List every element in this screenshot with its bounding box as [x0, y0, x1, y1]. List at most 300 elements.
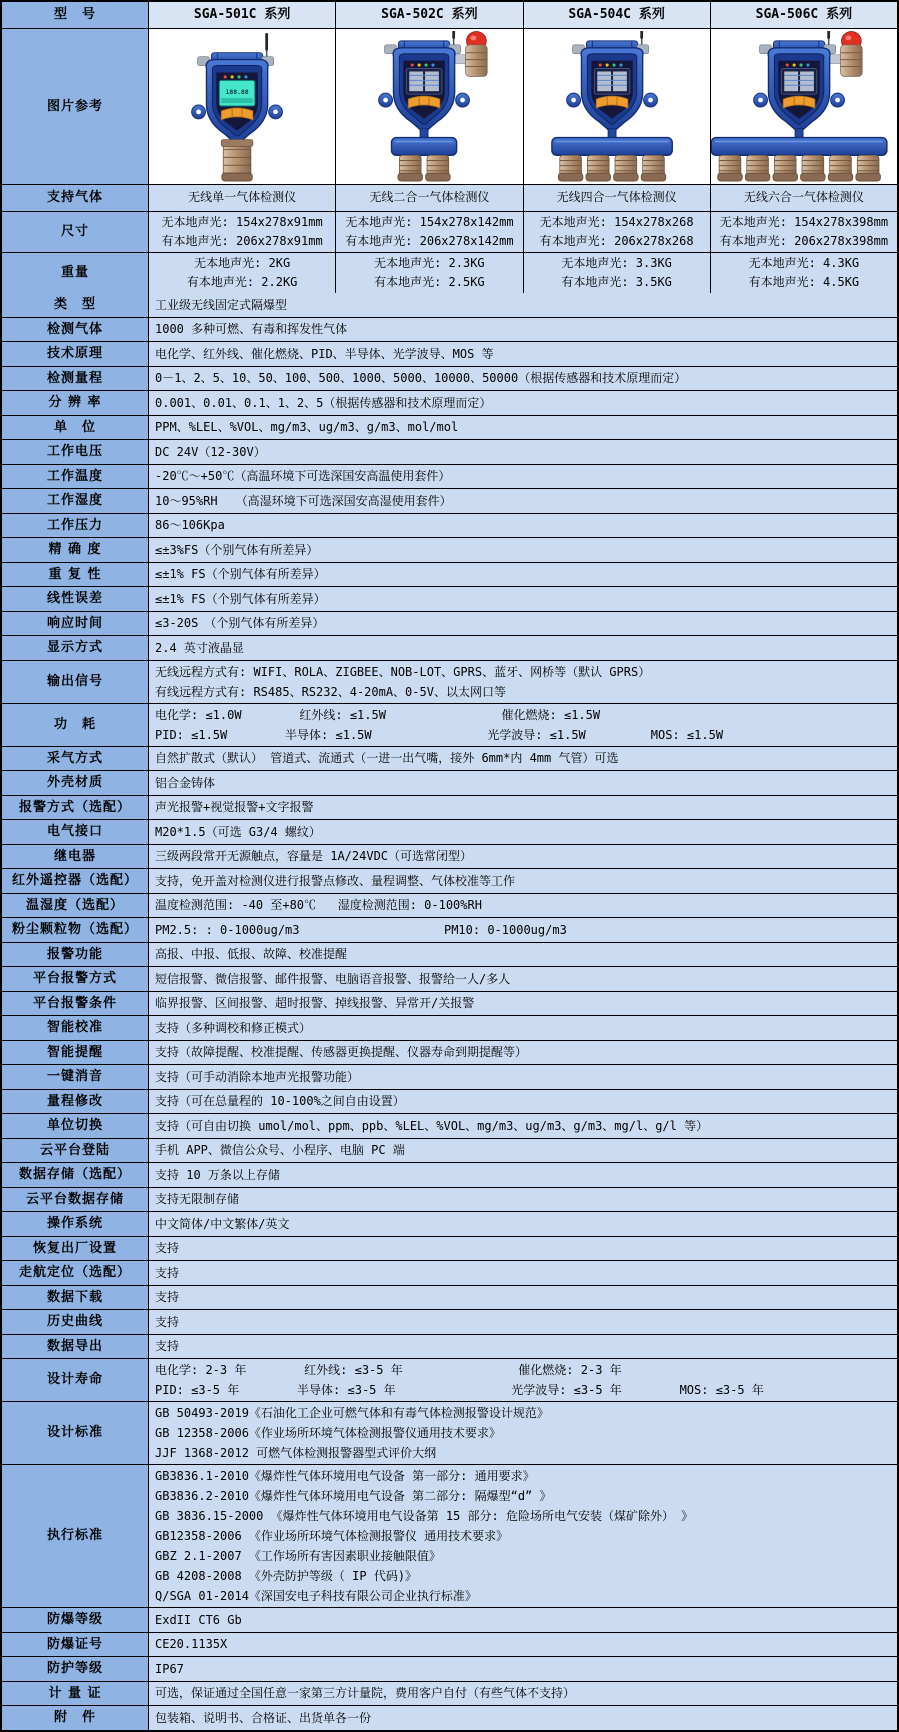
- spec-label-cell: [2, 636, 148, 660]
- spec-value-line: -20℃～+50℃（高温环境下可选深国安高温使用套件）: [155, 469, 451, 484]
- spec-row: [2, 991, 897, 1016]
- spec-label: 设计寿命: [46, 1372, 103, 1388]
- spec-row: [2, 1681, 897, 1706]
- spec-label-cell: [2, 1237, 148, 1261]
- spec-value-cell: [148, 489, 897, 513]
- spec-label-cell: [2, 1139, 148, 1163]
- spec-row: [2, 513, 897, 538]
- spec-label-cell: [2, 293, 148, 317]
- spec-label-cell: [2, 1286, 148, 1310]
- spec-value-line: ≤±1% FS（个别气体有所差异）: [155, 591, 326, 606]
- spec-value-cell: [148, 1706, 897, 1730]
- spec-label-cell: [2, 612, 148, 636]
- supported-gas-cell: [148, 185, 335, 211]
- spec-value-line: 工业级无线固定式隔爆型: [155, 297, 288, 312]
- spec-label: 类 型: [53, 297, 96, 312]
- spec-row: [2, 1401, 897, 1464]
- spec-value-cell: [148, 1657, 897, 1681]
- spec-value-line: 自然扩散式（默认） 管道式、流通式（一进一出气嘴，接外 6mm*内 4mm 气管）可选: [155, 751, 619, 766]
- spec-row: [2, 1113, 897, 1138]
- spec-value-cell: [148, 1608, 897, 1632]
- size-value: 无本地声光: 154x278x91mm: [161, 215, 323, 229]
- device-image-sga-502c: [335, 29, 522, 184]
- spec-label: 电气接口: [46, 824, 103, 839]
- size-label-cell: [2, 212, 148, 252]
- spec-row: [2, 1187, 897, 1212]
- spec-value-cell: [148, 1402, 897, 1464]
- spec-value-cell: [148, 318, 897, 342]
- spec-value-cell: [148, 1114, 897, 1138]
- weight-value: 无本地声光: 2KG: [194, 256, 291, 270]
- spec-row: [2, 1089, 897, 1114]
- spec-value-cell: [148, 1335, 897, 1359]
- spec-label-cell: [2, 563, 148, 587]
- spec-label: 防爆等级: [46, 1612, 103, 1627]
- spec-label: 操作系统: [46, 1216, 103, 1231]
- size-value: 有本地声光: 206x278x142mm: [345, 234, 514, 248]
- spec-value-line: 短信报警、微信报警、邮件报警、电脑语音报警、报警给一人/多人: [155, 971, 511, 986]
- spec-label-cell: [2, 1212, 148, 1236]
- spec-value-cell: [148, 1090, 897, 1114]
- spec-label-cell: [2, 489, 148, 513]
- spec-label: 工作温度: [46, 468, 103, 484]
- model-header-cell-sga-501c: [148, 2, 335, 28]
- spec-value-line: DC 24V（12-30V）: [155, 444, 266, 459]
- size-cell: [523, 212, 710, 252]
- size-value: 有本地声光: 206x278x91mm: [161, 234, 323, 248]
- spec-value-line: 支持，免开盖对检测仪进行报警点修改、量程调整、气体校准等工作: [155, 873, 516, 888]
- spec-value-line: 支持: [155, 1314, 180, 1329]
- spec-value-line: 包装箱、说明书、合格证、出货单各一份: [155, 1710, 372, 1725]
- spec-value-line: 86～106Kpa: [155, 518, 225, 533]
- spec-row: [2, 562, 897, 587]
- spec-row: [2, 917, 897, 942]
- spec-value-line: IP67: [155, 1661, 184, 1676]
- spec-value-line: JJF 1368-2012 可燃气体检测报警器型式评价大纲: [155, 1446, 437, 1460]
- spec-value-cell: [148, 943, 897, 967]
- spec-label: 输出信号: [46, 673, 103, 689]
- spec-row: [2, 1656, 897, 1681]
- spec-row: [2, 366, 897, 391]
- spec-label: 防爆证号: [46, 1636, 103, 1652]
- spec-value-line: PPM、%LEL、%VOL、mg/m3、ug/m3、g/m3、mol/mol: [155, 420, 459, 435]
- spec-label-cell: [2, 1633, 148, 1657]
- spec-label-cell: [2, 416, 148, 440]
- weight-value: 无本地声光: 2.3KG: [374, 256, 485, 270]
- spec-label-cell: [2, 661, 148, 703]
- weight-value: 有本地声光: 4.5KG: [748, 275, 860, 289]
- spec-label-cell: [2, 1682, 148, 1706]
- spec-value-line: 中文简体/中文繁体/英文: [155, 1216, 290, 1231]
- size-value: 有本地声光: 206x278x398mm: [719, 234, 889, 248]
- spec-label: 工作压力: [46, 517, 103, 533]
- spec-value-cell: [148, 391, 897, 415]
- spec-row: [2, 1334, 897, 1359]
- spec-label-cell: [2, 1188, 148, 1212]
- spec-label: 响应时间: [46, 615, 103, 631]
- spec-value-line: 支持无限制存储: [155, 1192, 240, 1207]
- spec-value-cell: [148, 918, 897, 942]
- spec-value-cell: [148, 1212, 897, 1236]
- spec-label-cell: [2, 918, 148, 942]
- spec-label: 走航定位（选配）: [18, 1265, 131, 1280]
- spec-label: 云平台数据存储: [25, 1191, 124, 1207]
- spec-value-line: 0－1、2、5、10、50、100、500、1000、5000、10000、50000（根据传感器和技术原理而定）: [155, 371, 687, 386]
- image-row-label-cell: [2, 29, 148, 184]
- spec-row: [2, 1607, 897, 1632]
- gas-detector-illustration: [149, 31, 335, 182]
- header-label-cell: [2, 2, 148, 28]
- spec-label-cell: [2, 747, 148, 771]
- spec-rows-container: [2, 293, 897, 1730]
- gas-detector-illustration: [711, 31, 897, 182]
- device-image-sga-506c: [710, 29, 897, 184]
- model-name: SGA-506C 系列: [755, 7, 853, 23]
- spec-value-line: 支持 10 万条以上存储: [155, 1167, 280, 1182]
- spec-row: [2, 942, 897, 967]
- spec-label: 设计标准: [46, 1425, 103, 1441]
- spec-row: [2, 868, 897, 893]
- weight-cell: [710, 253, 897, 293]
- spec-label: 附 件: [53, 1710, 96, 1725]
- spec-label: 报警功能: [46, 946, 103, 962]
- spec-label-cell: [2, 342, 148, 366]
- spec-value-cell: [148, 1359, 897, 1401]
- device-image-sga-501c: [148, 29, 335, 184]
- weight-value: 有本地声光: 2.2KG: [186, 275, 298, 289]
- supported-gas-value: 无线六合一气体检测仪: [743, 190, 864, 205]
- spec-value-cell: [148, 704, 897, 746]
- spec-row: [2, 1260, 897, 1285]
- spec-value-line: PID: ≤3-5 年 半导体: ≤3-5 年 光学波导: ≤3-5 年 MOS: ≤3-5 年: [155, 1383, 764, 1397]
- spec-label-cell: [2, 1163, 148, 1187]
- spec-label: 单位切换: [46, 1118, 103, 1133]
- spec-label-cell: [2, 845, 148, 869]
- spec-row: [2, 703, 897, 746]
- spec-value-cell: [148, 1237, 897, 1261]
- size-label: 尺寸: [60, 224, 89, 240]
- spec-label: 防护等级: [46, 1661, 103, 1676]
- weight-value: 有本地声光: 2.5KG: [374, 275, 485, 289]
- spec-value-cell: [148, 869, 897, 893]
- spec-row: [2, 795, 897, 820]
- spec-label-cell: [2, 771, 148, 795]
- spec-row: [2, 293, 897, 317]
- spec-value-cell: [148, 845, 897, 869]
- spec-label-cell: [2, 538, 148, 562]
- spec-label-cell: [2, 943, 148, 967]
- spec-value-line: 0.001、0.01、0.1、1、2、5（根据传感器和技术原理而定）: [155, 395, 492, 410]
- spec-value-line: GBZ 2.1-2007 《工作场所有害因素职业接触限值》: [155, 1549, 441, 1563]
- spec-label: 外壳材质: [46, 775, 103, 790]
- spec-label: 检测量程: [46, 370, 103, 386]
- spec-value-line: Q/SGA 01-2014《深国安电子科技有限公司企业执行标准》: [155, 1589, 477, 1603]
- weight-value: 无本地声光: 4.3KG: [748, 256, 860, 270]
- spec-value-cell: [148, 1041, 897, 1065]
- spec-value-line: ExdII CT6 Gb: [155, 1612, 242, 1627]
- spec-row: [2, 415, 897, 440]
- header-label: 型 号: [53, 7, 96, 23]
- spec-value-cell: [148, 293, 897, 317]
- size-value: 无本地声光: 154x278x398mm: [719, 215, 889, 229]
- weight-row: [2, 252, 897, 293]
- spec-label: 报警方式（选配）: [18, 799, 131, 815]
- spec-value-line: 手机 APP、微信公众号、小程序、电脑 PC 端: [155, 1143, 405, 1158]
- spec-label: 云平台登陆: [39, 1142, 110, 1158]
- model-name: SGA-504C 系列: [568, 7, 665, 23]
- spec-value-line: 1000 多种可燃、有毒和挥发性气体: [155, 322, 348, 337]
- spec-label-cell: [2, 1402, 148, 1464]
- spec-row: [2, 893, 897, 918]
- spec-label-cell: [2, 967, 148, 991]
- spec-label: 单 位: [53, 419, 96, 435]
- spec-row: [2, 966, 897, 991]
- spec-row: [2, 317, 897, 342]
- spec-row: [2, 1015, 897, 1040]
- spec-value-line: 支持: [155, 1241, 180, 1256]
- supported-gas-cell: [710, 185, 897, 211]
- spec-label-cell: [2, 1016, 148, 1040]
- image-reference-row: [2, 28, 897, 184]
- spec-label: 采气方式: [46, 750, 103, 766]
- spec-label-cell: [2, 1608, 148, 1632]
- model-header-cell-sga-502c: [335, 2, 522, 28]
- spec-label-cell: [2, 318, 148, 342]
- spec-value-cell: [148, 1163, 897, 1187]
- spec-row: [2, 1358, 897, 1401]
- spec-label: 红外遥控器（选配）: [11, 873, 138, 888]
- spec-value-cell: [148, 661, 897, 703]
- supported-gas-value: 无线单一气体检测仪: [188, 190, 297, 205]
- spec-value-cell: [148, 1286, 897, 1310]
- size-row: [2, 211, 897, 252]
- spec-label: 历史曲线: [46, 1314, 103, 1329]
- spec-label-cell: [2, 704, 148, 746]
- spec-row: [2, 439, 897, 464]
- spec-value-cell: [148, 587, 897, 611]
- spec-row: [2, 390, 897, 415]
- spec-value-line: M20*1.5（可选 G3/4 螺纹）: [155, 824, 321, 839]
- spec-value-line: GB 12358-2006《作业场所环境气体检测报警仪通用技术要求》: [155, 1426, 501, 1440]
- spec-label-cell: [2, 587, 148, 611]
- spec-value-line: GB 4208-2008 《外壳防护等级（ IP 代码)》: [155, 1569, 418, 1583]
- weight-label-cell: [2, 253, 148, 293]
- spec-value-cell: [148, 796, 897, 820]
- svg-text:188.88: 188.88: [225, 88, 249, 97]
- spec-label: 量程修改: [46, 1093, 103, 1109]
- spec-row: [2, 464, 897, 489]
- spec-label: 线性误差: [46, 591, 103, 606]
- spec-value-line: 支持: [155, 1265, 180, 1280]
- spec-label: 数据存储（选配）: [18, 1167, 131, 1182]
- spec-value-cell: [148, 1016, 897, 1040]
- spec-label: 执行标准: [46, 1528, 103, 1544]
- spec-label: 工作电压: [46, 444, 103, 459]
- spec-label: 平台报警方式: [32, 971, 117, 986]
- spec-value-line: ≤±3%FS（个别气体有所差异）: [155, 542, 319, 557]
- size-value: 有本地声光: 206x278x268: [539, 234, 694, 248]
- weight-label: 重量: [60, 265, 89, 281]
- spec-label: 重 复 性: [48, 566, 102, 582]
- supported-gas-cell: [335, 185, 522, 211]
- spec-label: 数据导出: [46, 1338, 103, 1354]
- spec-label: 计 量 证: [48, 1685, 102, 1701]
- spec-value-line: 支持（可手动消除本地声光报警功能）: [155, 1069, 360, 1084]
- spec-value-line: 温度检测范围: -40 至+80℃ 湿度检测范围: 0-100%RH: [155, 898, 482, 913]
- spec-label-cell: [2, 391, 148, 415]
- spec-value-line: 有线远程方式有: RS485、RS232、4-20mA、0-5V、以太网口等: [155, 684, 506, 699]
- spec-label-cell: [2, 1114, 148, 1138]
- spec-value-cell: [148, 1065, 897, 1089]
- spec-value-cell: [148, 1261, 897, 1285]
- spec-label: 检测气体: [46, 321, 103, 337]
- weight-cell: [148, 253, 335, 293]
- spec-label-cell: [2, 1465, 148, 1607]
- size-cell: [148, 212, 335, 252]
- spec-value-line: 支持（故障提醒、校准提醒、传感器更换提醒、仪器寿命到期提醒等）: [155, 1045, 528, 1060]
- spec-value-cell: [148, 771, 897, 795]
- spec-value-cell: [148, 992, 897, 1016]
- spec-value-line: 支持（可在总量程的 10-100%之间自由设置）: [155, 1094, 405, 1109]
- spec-label-cell: [2, 514, 148, 538]
- gas-detector-illustration: [336, 31, 522, 182]
- spec-value-cell: [148, 465, 897, 489]
- weight-cell: [523, 253, 710, 293]
- spec-value-cell: [148, 1682, 897, 1706]
- spec-label-cell: [2, 1310, 148, 1334]
- spec-row: [2, 586, 897, 611]
- supported-gas-value: 无线四合一气体检测仪: [556, 190, 677, 205]
- spec-value-cell: [148, 612, 897, 636]
- spec-value-cell: [148, 440, 897, 464]
- spec-label: 工作湿度: [46, 493, 103, 508]
- spec-value-cell: [148, 1310, 897, 1334]
- spec-label: 恢复出厂设置: [32, 1240, 117, 1256]
- spec-label-cell: [2, 1657, 148, 1681]
- spec-value-line: GB12358-2006 《作业场所环境气体检测报警仪 通用技术要求》: [155, 1529, 509, 1543]
- spec-label-cell: [2, 440, 148, 464]
- gas-detector-illustration: [524, 31, 710, 182]
- model-name: SGA-502C 系列: [381, 7, 478, 23]
- spec-row: [2, 341, 897, 366]
- spec-row: [2, 819, 897, 844]
- spec-row: [2, 635, 897, 660]
- spec-label-cell: [2, 992, 148, 1016]
- spec-value-cell: [148, 367, 897, 391]
- spec-label-cell: [2, 1065, 148, 1089]
- model-header-cell-sga-504c: [523, 2, 710, 28]
- spec-row: [2, 488, 897, 513]
- spec-value-line: 2.4 英寸液晶显: [155, 640, 244, 655]
- spec-value-line: 铝合金铸体: [155, 775, 216, 790]
- spec-value-line: GB 50493-2019《石油化工企业可燃气体和有毒气体检测报警设计规范》: [155, 1406, 549, 1420]
- spec-row: [2, 746, 897, 771]
- spec-value-cell: [148, 342, 897, 366]
- spec-row: [2, 1705, 897, 1730]
- spec-value-line: ≤3-20S （个别气体有所差异）: [155, 616, 325, 631]
- spec-value-line: 支持（可自由切换 umol/mol、ppm、ppb、%LEL、%VOL、mg/m3、ug/m3、g/m3、mg/l、g/l 等）: [155, 1118, 709, 1133]
- spec-label: 智能校准: [46, 1020, 103, 1035]
- weight-value: 无本地声光: 3.3KG: [561, 256, 672, 270]
- spec-label: 分 辨 率: [48, 395, 102, 410]
- spec-value-line: 支持: [155, 1290, 180, 1305]
- spec-label: 精 确 度: [48, 542, 102, 557]
- spec-value-line: PM2.5: : 0-1000ug/m3 PM10: 0-1000ug/m3: [155, 922, 567, 937]
- spec-row: [2, 537, 897, 562]
- spec-value-line: 电化学: ≤1.0W 红外线: ≤1.5W 催化燃烧: ≤1.5W: [155, 707, 601, 722]
- spec-label-cell: [2, 1706, 148, 1730]
- size-value: 无本地声光: 154x278x268: [539, 215, 694, 229]
- spec-value-cell: [148, 1633, 897, 1657]
- spec-value-line: 无线远程方式有: WIFI、ROLA、ZIGBEE、NOB-LOT、GPRS、蓝牙、网桥等（默认 GPRS）: [155, 664, 651, 679]
- spec-label-cell: [2, 796, 148, 820]
- spec-label-cell: [2, 367, 148, 391]
- spec-row: [2, 1464, 897, 1607]
- spec-label: 一键消音: [46, 1069, 103, 1084]
- spec-label: 智能提醒: [46, 1044, 103, 1060]
- spec-label-cell: [2, 1041, 148, 1065]
- spec-value-line: 高报、中报、低报、故障、校准提醒: [155, 947, 348, 962]
- spec-row: [2, 1632, 897, 1657]
- spec-value-cell: [148, 967, 897, 991]
- spec-value-line: ≤±1% FS（个别气体有所差异）: [155, 567, 326, 582]
- spec-label-cell: [2, 894, 148, 918]
- spec-value-line: 三级两段常开无源触点，容量是 1A/24VDC（可选常闭型）: [155, 849, 473, 864]
- spec-value-cell: [148, 538, 897, 562]
- spec-value-cell: [148, 636, 897, 660]
- spec-value-cell: [148, 820, 897, 844]
- spec-value-cell: [148, 563, 897, 587]
- spec-value-line: GB 3836.15-2000 《爆炸性气体环境用电气设备第 15 部分: 危险场所电气安装（煤矿除外） 》: [155, 1509, 694, 1523]
- supported-gas-label-cell: [2, 185, 148, 211]
- spec-value-line: 支持: [155, 1339, 180, 1354]
- spec-label-cell: [2, 1090, 148, 1114]
- spec-label: 显示方式: [46, 640, 103, 655]
- spec-row: [2, 1236, 897, 1261]
- spec-value-line: 电化学、红外线、催化燃烧、PID、半导体、光学波导、MOS 等: [155, 346, 494, 361]
- spec-label: 继电器: [53, 848, 96, 864]
- spec-value-line: 支持（多种调校和修正模式）: [155, 1020, 312, 1035]
- spec-value-line: 临界报警、区间报警、超时报警、掉线报警、异常开/关报警: [155, 996, 475, 1011]
- spec-label-cell: [2, 820, 148, 844]
- size-cell: [335, 212, 522, 252]
- image-row-label: 图片参考: [46, 98, 103, 114]
- supported-gas-row: [2, 184, 897, 211]
- table-header-row: [2, 2, 897, 28]
- spec-row: [2, 1040, 897, 1065]
- supported-gas-cell: [523, 185, 710, 211]
- spec-label-cell: [2, 869, 148, 893]
- spec-row: [2, 1162, 897, 1187]
- spec-label-cell: [2, 465, 148, 489]
- spec-value-line: 声光报警+视觉报警+文字报警: [155, 800, 314, 815]
- spec-value-cell: [148, 1465, 897, 1607]
- spec-value-line: PID: ≤1.5W 半导体: ≤1.5W 光学波导: ≤1.5W MOS: ≤1.5W: [155, 727, 724, 742]
- spec-value-cell: [148, 894, 897, 918]
- spec-label: 粉尘颗粒物（选配）: [11, 922, 138, 937]
- spec-row: [2, 1064, 897, 1089]
- spec-row: [2, 611, 897, 636]
- spec-row: [2, 1309, 897, 1334]
- spec-value-line: 可选，保证通过全国任意一家第三方计量院，费用客户自付（有些气体不支持）: [155, 1686, 576, 1701]
- size-value: 无本地声光: 154x278x142mm: [345, 215, 514, 229]
- spec-label-cell: [2, 1335, 148, 1359]
- spec-value-cell: [148, 1139, 897, 1163]
- spec-row: [2, 770, 897, 795]
- spec-row: [2, 844, 897, 869]
- spec-value-line: GB3836.1-2010《爆炸性气体环境用电气设备 第一部分: 通用要求》: [155, 1469, 535, 1483]
- spec-value-line: 10～95%RH （高湿环境下可选深国安高湿使用套件）: [155, 493, 452, 508]
